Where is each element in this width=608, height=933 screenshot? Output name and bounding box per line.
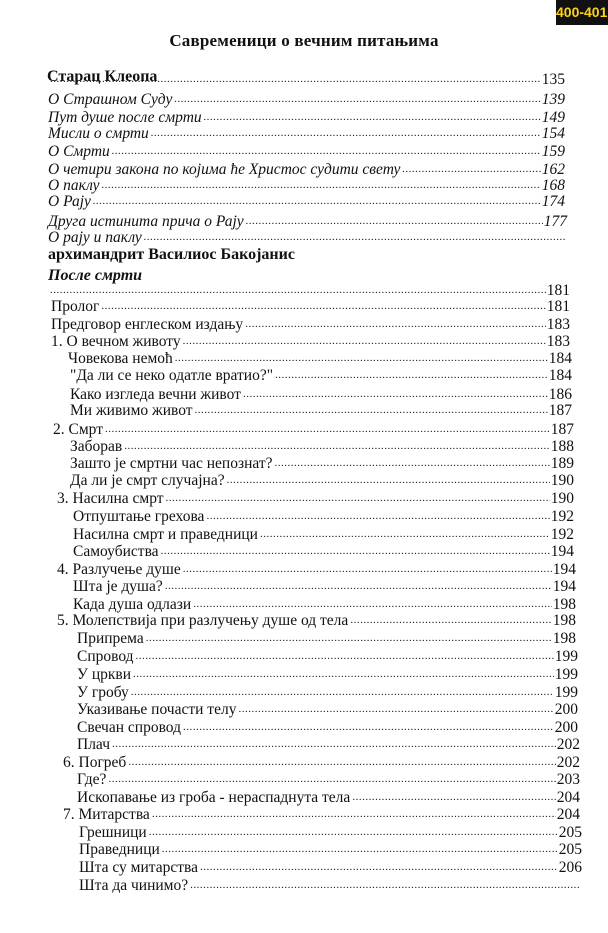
dot-leader — [238, 703, 553, 715]
posle-smrti-entry — [70, 402, 572, 419]
dot-leader — [193, 598, 552, 610]
entry-title: О Рају — [48, 193, 91, 210]
entry-page-number: 204 — [556, 789, 580, 806]
entry-title: Да ли је смрт случајна? — [70, 472, 225, 489]
entry-page-number: 174 — [541, 193, 565, 210]
dot-leader — [245, 318, 546, 330]
entry-page-number: 202 — [556, 754, 580, 771]
entry-title: Праведници — [79, 841, 160, 858]
entry-page-number: 189 — [550, 455, 574, 472]
dot-leader — [162, 843, 558, 855]
entry-title: Грешници — [79, 824, 147, 841]
dot-leader — [93, 195, 541, 207]
kleopa-entry — [48, 125, 565, 142]
posle-smrti-entry — [73, 526, 574, 543]
entry-title: Шта је душа? — [73, 578, 163, 595]
posle-smrti-entry — [70, 386, 572, 403]
entry-page-number: 199 — [554, 666, 578, 683]
posle-smrti-entry — [48, 282, 570, 299]
entry-page-number: 200 — [554, 701, 578, 718]
entry-page-number: 198 — [552, 612, 576, 629]
posle-smrti-entry — [53, 421, 574, 438]
entry-page-number: 205 — [558, 824, 582, 841]
posle-smrti-entry — [79, 877, 582, 894]
posle-smrti-entry — [57, 490, 574, 507]
dot-leader — [227, 474, 550, 486]
entry-page-number: 188 — [550, 438, 574, 455]
entry-page-number: 198 — [552, 596, 576, 613]
dot-leader — [246, 215, 543, 227]
entry-page-number: 194 — [552, 578, 576, 595]
entry-page-number: 199 — [554, 684, 578, 701]
posle-smrti-entry — [51, 316, 570, 333]
entry-page-number: 186 — [548, 386, 572, 403]
page-number-badge: 400-401 — [556, 0, 608, 25]
entry-title: Насилна смрт и праведници — [73, 526, 258, 543]
entry-title: Шта су митарства — [79, 859, 198, 876]
entry-page-number: 149 — [541, 109, 565, 126]
entry-title: Спровод — [77, 648, 134, 665]
entry-page-number: 183 — [546, 316, 570, 333]
entry-title: Ми живимо живот — [70, 402, 193, 419]
dot-leader — [352, 791, 555, 803]
dot-leader — [174, 93, 540, 105]
entry-page-number: 181 — [546, 282, 570, 299]
dot-leader — [200, 861, 558, 873]
posle-smrti-entry — [77, 701, 578, 718]
entry-title: 4. Разлучење душе — [57, 561, 181, 578]
posle-smrti-entry — [73, 508, 574, 525]
posle-smrti-entry — [77, 648, 578, 665]
dot-leader — [136, 650, 554, 662]
posle-smrti-entry — [77, 630, 576, 647]
entry-title: Отпуштање грехова — [73, 508, 205, 525]
entry-page-number: 139 — [541, 91, 565, 108]
entry-page-number: 192 — [550, 508, 574, 525]
entry-title: Мисли о смрти — [48, 125, 149, 142]
entry-title: Указивање почасти телу — [77, 701, 237, 718]
dot-leader — [152, 808, 556, 820]
kleopa-entry — [48, 193, 565, 210]
entry-title: О рају и паклу — [48, 229, 142, 246]
entry-title: У гробу — [77, 684, 129, 701]
entry-title: "Да ли се неко одатле вратио?" — [70, 367, 274, 384]
posle-smrti-entry — [70, 472, 574, 489]
dot-leader — [50, 284, 546, 296]
dot-leader — [204, 111, 541, 123]
entry-title: О четири закона по којима ће Христос судити свету — [48, 161, 401, 178]
entry-page-number: 183 — [546, 333, 570, 350]
entry-title: Самоубиства — [73, 543, 159, 560]
section-heading-kleopa: Старац Клеопа — [47, 68, 158, 85]
dot-leader — [183, 721, 554, 733]
dot-leader — [161, 545, 550, 557]
dot-leader — [151, 127, 541, 139]
dot-leader — [190, 879, 581, 891]
posle-smrti-entry — [77, 719, 578, 736]
entry-title: Где? — [77, 771, 107, 788]
entry-page-number: 177 — [543, 213, 567, 230]
entry-title: Пролог — [51, 298, 100, 315]
posle-smrti-entry — [77, 736, 580, 753]
dot-leader — [260, 528, 550, 540]
dot-leader — [350, 614, 551, 626]
kleopa-entry — [48, 177, 565, 194]
entry-title: Друга истинита прича о Рају — [48, 213, 244, 230]
entry-page-number: 203 — [556, 771, 580, 788]
entry-page-number: 135 — [541, 71, 565, 88]
posle-smrti-entry — [57, 561, 576, 578]
kleopa-entry — [48, 143, 565, 160]
posle-smrti-entry — [70, 438, 574, 455]
entry-page-number: 187 — [550, 421, 574, 438]
entry-title: 5. Молепствија при разлучењу душе од тела — [57, 612, 349, 629]
dot-leader — [124, 440, 550, 452]
entry-page-number: 168 — [541, 177, 565, 194]
dot-leader — [131, 686, 554, 698]
entry-page-number: 159 — [541, 143, 565, 160]
posle-smrti-entry — [70, 367, 572, 384]
posle-smrti-entry — [51, 298, 570, 315]
entry-page-number: 198 — [552, 630, 576, 647]
dot-leader — [101, 300, 545, 312]
entry-title: У цркви — [77, 666, 132, 683]
entry-page-number: 194 — [552, 561, 576, 578]
entry-page-number: 192 — [550, 526, 574, 543]
posle-smrti-entry — [77, 771, 580, 788]
entry-title: Свечан спровод — [77, 719, 181, 736]
section-heading-bakojanis: архимандрит Василиос Бакојанис — [48, 246, 295, 263]
dot-leader — [195, 404, 548, 416]
page-title: Савременици о вечним питањима — [169, 31, 439, 50]
entry-page-number: 206 — [558, 859, 582, 876]
entry-page-number: 202 — [556, 736, 580, 753]
kleopa-entry — [48, 109, 565, 126]
dot-leader — [112, 145, 541, 157]
kleopa-entry — [48, 91, 565, 108]
kleopa-entry — [48, 213, 567, 230]
entry-title: Плач — [77, 736, 110, 753]
entry-page-number: 205 — [558, 841, 582, 858]
posle-smrti-entry — [77, 684, 578, 701]
posle-smrti-entry — [73, 543, 574, 560]
posle-smrti-entry — [70, 455, 574, 472]
posle-smrti-entry — [77, 666, 578, 683]
dot-leader — [144, 231, 566, 243]
dot-leader — [105, 423, 550, 435]
dot-leader — [166, 492, 550, 504]
dot-leader — [183, 563, 552, 575]
dot-leader — [275, 457, 550, 469]
entry-page-number: 184 — [548, 367, 572, 384]
kleopa-entry — [48, 161, 565, 178]
entry-title: Пут душе после смрти — [48, 109, 202, 126]
kleopa-entry — [48, 229, 567, 246]
entry-title: О Смрти — [48, 143, 110, 160]
entry-title: Припрема — [77, 630, 144, 647]
dot-leader — [108, 773, 555, 785]
dot-leader — [165, 580, 552, 592]
posle-smrti-entry — [79, 824, 582, 841]
entry-title: 6. Погреб — [63, 754, 127, 771]
dot-leader — [175, 352, 548, 364]
entry-page-number: 154 — [541, 125, 565, 142]
dot-leader — [112, 738, 556, 750]
entry-page-number: 199 — [554, 648, 578, 665]
entry-title: 3. Насилна смрт — [57, 490, 164, 507]
posle-smrti-entry — [63, 754, 580, 771]
entry-title: 1. О вечном животу — [51, 333, 181, 350]
entry-title: Зашто је смртни час непознат? — [70, 455, 273, 472]
dot-leader — [128, 756, 555, 768]
dot-leader — [146, 632, 552, 644]
entry-title: Човекова немоћ — [68, 350, 173, 367]
entry-page-number: 190 — [550, 472, 574, 489]
entry-title: 7. Митарства — [63, 806, 150, 823]
dot-leader — [243, 388, 548, 400]
posle-smrti-entry — [79, 841, 582, 858]
entry-title: Предговор енглеском издању — [51, 316, 244, 333]
entry-page-number: 181 — [546, 298, 570, 315]
entry-title: 2. Смрт — [53, 421, 103, 438]
dot-leader — [206, 510, 549, 522]
kleopa-entry — [48, 71, 565, 88]
entry-title: О паклу — [48, 177, 100, 194]
posle-smrti-entry — [68, 350, 572, 367]
entry-page-number: 190 — [550, 490, 574, 507]
entry-title: Како изгледа вечни живот — [70, 386, 241, 403]
dot-leader — [275, 369, 548, 381]
dot-leader — [183, 335, 546, 347]
entry-page-number: 184 — [548, 350, 572, 367]
entry-page-number: 162 — [541, 161, 565, 178]
entry-title: Шта да чинимо? — [79, 877, 189, 894]
posle-smrti-entry — [51, 333, 570, 350]
posle-smrti-entry — [73, 596, 576, 613]
dot-leader — [50, 73, 541, 85]
posle-smrti-entry — [73, 578, 576, 595]
posle-smrti-entry — [57, 612, 576, 629]
dot-leader — [402, 163, 540, 175]
posle-smrti-entry — [79, 859, 582, 876]
dot-leader — [133, 668, 554, 680]
entry-page-number: 194 — [550, 543, 574, 560]
dot-leader — [102, 179, 541, 191]
entry-title: Ископавање из гроба - нераспаднута тела — [77, 789, 351, 806]
dot-leader — [149, 826, 558, 838]
entry-page-number: 187 — [548, 402, 572, 419]
posle-smrti-entry — [77, 789, 580, 806]
section-subheading-posle-smrti: После смрти — [48, 267, 143, 284]
posle-smrti-entry — [63, 806, 580, 823]
entry-page-number: 200 — [554, 719, 578, 736]
entry-title: Заборав — [70, 438, 123, 455]
entry-title: О Страшном Суду — [48, 91, 173, 108]
entry-page-number: 204 — [556, 806, 580, 823]
entry-title: Када душа одлази — [73, 596, 192, 613]
